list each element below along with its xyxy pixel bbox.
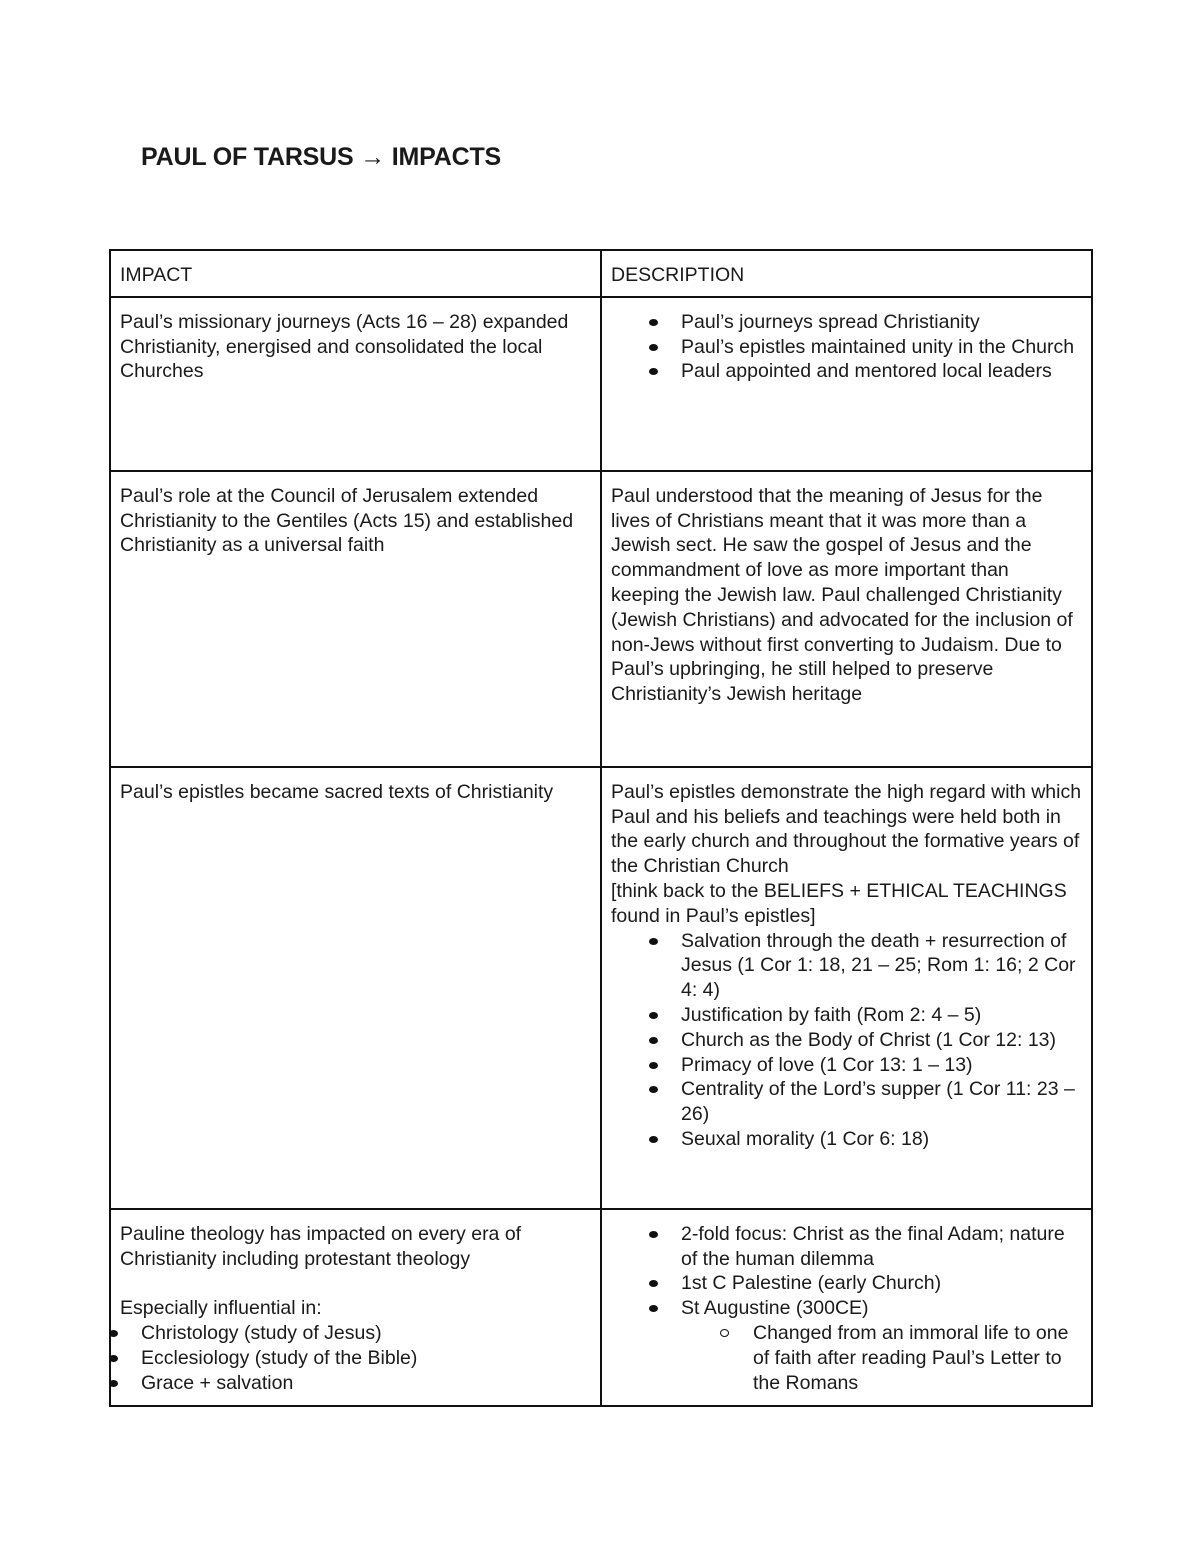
impact-bullet-list	[71, 1321, 591, 1395]
impact-text: Paul’s missionary journeys (Acts 16 – 28) expanded Christianity, energised and consolidated the local Churches	[120, 310, 569, 383]
page-title: PAUL OF TARSUS → IMPACTS	[141, 143, 502, 171]
description-bullet-list	[611, 310, 1082, 384]
column-header-impact: IMPACT	[110, 250, 601, 297]
list-item: Paul appointed and mentored local leaders	[611, 359, 1082, 384]
description-cell	[601, 471, 1092, 767]
list-item: 1st C Palestine (early Church)	[611, 1271, 1082, 1296]
table-row	[110, 471, 1092, 767]
column-header-description: DESCRIPTION	[601, 250, 1092, 297]
table-row	[110, 1209, 1092, 1407]
list-item: Paul’s journeys spread Christianity	[611, 310, 1082, 335]
description-bullet-list	[611, 929, 1082, 1152]
description-intro: Paul’s epistles demonstrate the high regard with which Paul and his beliefs and teachings were held both in the early church and throughout the formative years of the Christian Church	[611, 780, 1082, 878]
list-item: Seuxal morality (1 Cor 6: 18)	[611, 1127, 1082, 1152]
list-item: Salvation through the death + resurrection of Jesus (1 Cor 1: 18, 21 – 25; Rom 1: 16; 2 Cor 4: 4)	[611, 929, 1082, 1003]
description-subbullet-list	[682, 1321, 1082, 1395]
list-item: Ecclesiology (study of the Bible)	[71, 1346, 591, 1371]
description-cell	[601, 1209, 1092, 1407]
impact-text: Pauline theology has impacted on every era of Christianity including protestant theology	[120, 1222, 522, 1270]
impact-text: Paul’s epistles became sacred texts of Christianity	[120, 780, 554, 803]
table-row	[110, 297, 1092, 471]
paragraph-spacer	[120, 1271, 591, 1296]
impact-subheading: Especially influential in:	[120, 1297, 322, 1320]
list-item: Christology (study of Jesus)	[71, 1321, 591, 1346]
impact-text: Paul’s role at the Council of Jerusalem extended Christianity to the Gentiles (Acts 15) and established Christianity as a universal faith	[120, 484, 574, 557]
description-note: [think back to the BELIEFS + ETHICAL TEACHINGS found in Paul’s epistles]	[611, 879, 1067, 927]
impact-cell	[110, 1209, 601, 1407]
list-item: 2-fold focus: Christ as the final Adam; nature of the human dilemma	[611, 1222, 1082, 1272]
description-text: Paul understood that the meaning of Jesus for the lives of Christians meant that it was more than a Jewish sect. He saw the gospel of Jesus and the commandment of love as more important than keeping the Jewish law. Paul challenged Christianity (Jewish Christians) and advocated for the inclusion of non-Jews without first converting to Judaism. Due to Paul’s upbringing, he still helped to preserve Christianity’s Jewish heritage	[611, 484, 1073, 706]
impacts-table	[109, 249, 1093, 1407]
list-item: Justification by faith (Rom 2: 4 – 5)	[611, 1003, 1082, 1028]
impact-cell	[110, 767, 601, 1209]
impact-cell	[110, 471, 601, 767]
list-item: Paul’s epistles maintained unity in the Church	[611, 335, 1082, 360]
list-item: Centrality of the Lord’s supper (1 Cor 11: 23 – 26)	[611, 1077, 1082, 1127]
impact-cell	[110, 297, 601, 471]
list-item: St Augustine (300CE)	[611, 1296, 1082, 1321]
table-row	[110, 767, 1092, 1209]
list-item: Grace + salvation	[71, 1371, 591, 1396]
list-item: Church as the Body of Christ (1 Cor 12: 13)	[611, 1028, 1082, 1053]
list-item: Primacy of love (1 Cor 13: 1 – 13)	[611, 1053, 1082, 1078]
table-header-row	[110, 250, 1092, 297]
list-item: Changed from an immoral life to one of faith after reading Paul’s Letter to the Romans	[682, 1321, 1082, 1395]
description-cell	[601, 767, 1092, 1209]
description-bullet-list	[611, 1222, 1082, 1321]
description-cell	[601, 297, 1092, 471]
